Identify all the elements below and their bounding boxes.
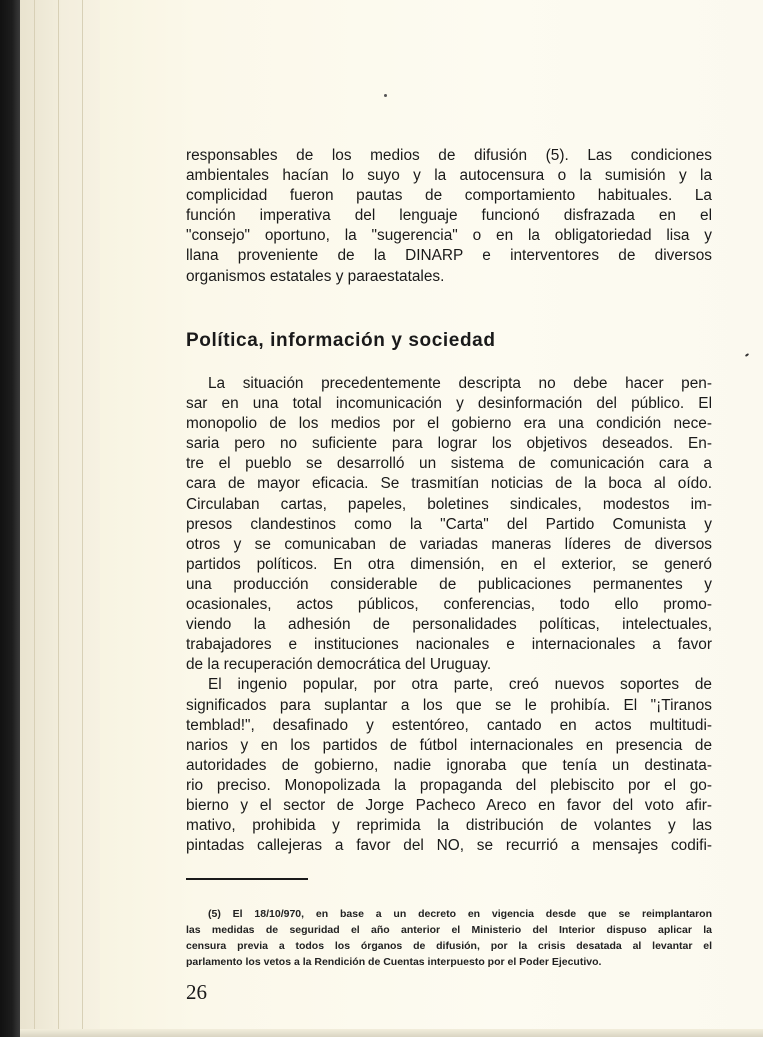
text-line: significados para suplantar a los que se le prohibía. El "¡Tiranos bbox=[186, 696, 712, 714]
text-line: llana proveniente de la DINARP e interventores de diversos bbox=[186, 247, 712, 265]
text-line: narios y en los partidos de fútbol internacionales en presencia de bbox=[186, 736, 712, 754]
text-line: bierno y el sector de Jorge Pacheco Areco en favor del voto afir- bbox=[186, 796, 712, 814]
text-line: presos clandestinos como la "Carta" del Partido Comunista y bbox=[186, 515, 712, 533]
footnote-line: censura previa a todos los órganos de difusión, por la crisis desatada al levantar el bbox=[186, 940, 712, 952]
text-line: mativo, prohibida y reprimida la distribución de volantes y las bbox=[186, 817, 712, 835]
text-line: partidos políticos. En otra dimensión, en el exterior, se generó bbox=[186, 555, 712, 573]
page-number: 26 bbox=[186, 980, 207, 1004]
text-line: Circulaban cartas, papeles, boletines sindicales, modestos im- bbox=[186, 495, 712, 513]
text-line: monopolio de los medios por el gobierno era una condición nece- bbox=[186, 415, 712, 433]
text-line: ambientales hacían lo suyo y la autocensura o la sumisión y la bbox=[186, 167, 712, 185]
text-line: "consejo" oportuno, la "sugerencia" o en la obligatoriedad lisa y bbox=[186, 227, 712, 245]
page-bottom-edge bbox=[20, 1029, 763, 1037]
text-line: sar en una total incomunicación y desinformación del público. El bbox=[186, 395, 712, 413]
text-line: trabajadores e instituciones nacionales e internacionales a favor bbox=[186, 636, 712, 654]
footnote-line: (5) El 18/10/970, en base a un decreto en vigencia desde que se reimplantaron bbox=[208, 908, 712, 920]
text-line: La situación precedentemente descripta no debe hacer pen- bbox=[208, 375, 712, 392]
paragraph-1 bbox=[186, 146, 712, 287]
text-line: autoridades de gobierno, nadie ignoraba que tenía un destinata- bbox=[186, 756, 712, 774]
text-line: otros y se comunicaban de variadas maneras líderes de diversos bbox=[186, 535, 712, 553]
paragraph-2 bbox=[186, 374, 712, 856]
footnote-divider bbox=[186, 878, 308, 880]
footnote-line: las medidas de seguridad el año anterior el Ministerio del Interior dispuso aplicar la bbox=[186, 924, 712, 936]
text-line: saria pero no suficiente para lograr los objetivos deseados. En- bbox=[186, 435, 712, 453]
text-line: función imperativa del lenguaje funcionó disfrazada en el bbox=[186, 207, 712, 225]
footnote bbox=[186, 906, 712, 970]
section-heading: Política, información y sociedad bbox=[186, 330, 496, 351]
paper-speck bbox=[384, 94, 387, 97]
text-line: cara de mayor eficacia. Se trasmitían noticias de la boca al oído. bbox=[186, 475, 712, 493]
text-line: de la recuperación democrática del Uruguay. bbox=[186, 656, 492, 674]
footnote-line: parlamento los vetos a la Rendición de Cuentas interpuesto por el Poder Ejecutivo. bbox=[186, 956, 602, 968]
text-line: temblad!", desafinado y estentóreo, cantado en actos multitudi- bbox=[186, 716, 712, 734]
text-line: una producción considerable de publicaciones permanentes y bbox=[186, 575, 712, 593]
text-line: viendo la adhesión de personalidades políticas, intelectuales, bbox=[186, 616, 712, 634]
text-line: pintadas callejeras a favor del NO, se recurrió a mensajes codifi- bbox=[186, 837, 712, 855]
text-line: rio preciso. Monopolizada la propaganda del plebiscito por el go- bbox=[186, 776, 712, 794]
text-line: organismos estatales y paraestatales. bbox=[186, 267, 445, 285]
book-binding-edge bbox=[0, 0, 20, 1037]
text-line: responsables de los medios de difusión (5). Las condiciones bbox=[186, 147, 712, 164]
text-line: El ingenio popular, por otra parte, creó nuevos soportes de bbox=[208, 676, 712, 694]
text-line: tre el pueblo se desarrolló un sistema de comunicación cara a bbox=[186, 455, 712, 473]
text-line: ocasionales, actos públicos, conferencias, todo ello promo- bbox=[186, 596, 712, 614]
text-line: complicidad fueron pautas de comportamiento habituales. La bbox=[186, 187, 712, 205]
